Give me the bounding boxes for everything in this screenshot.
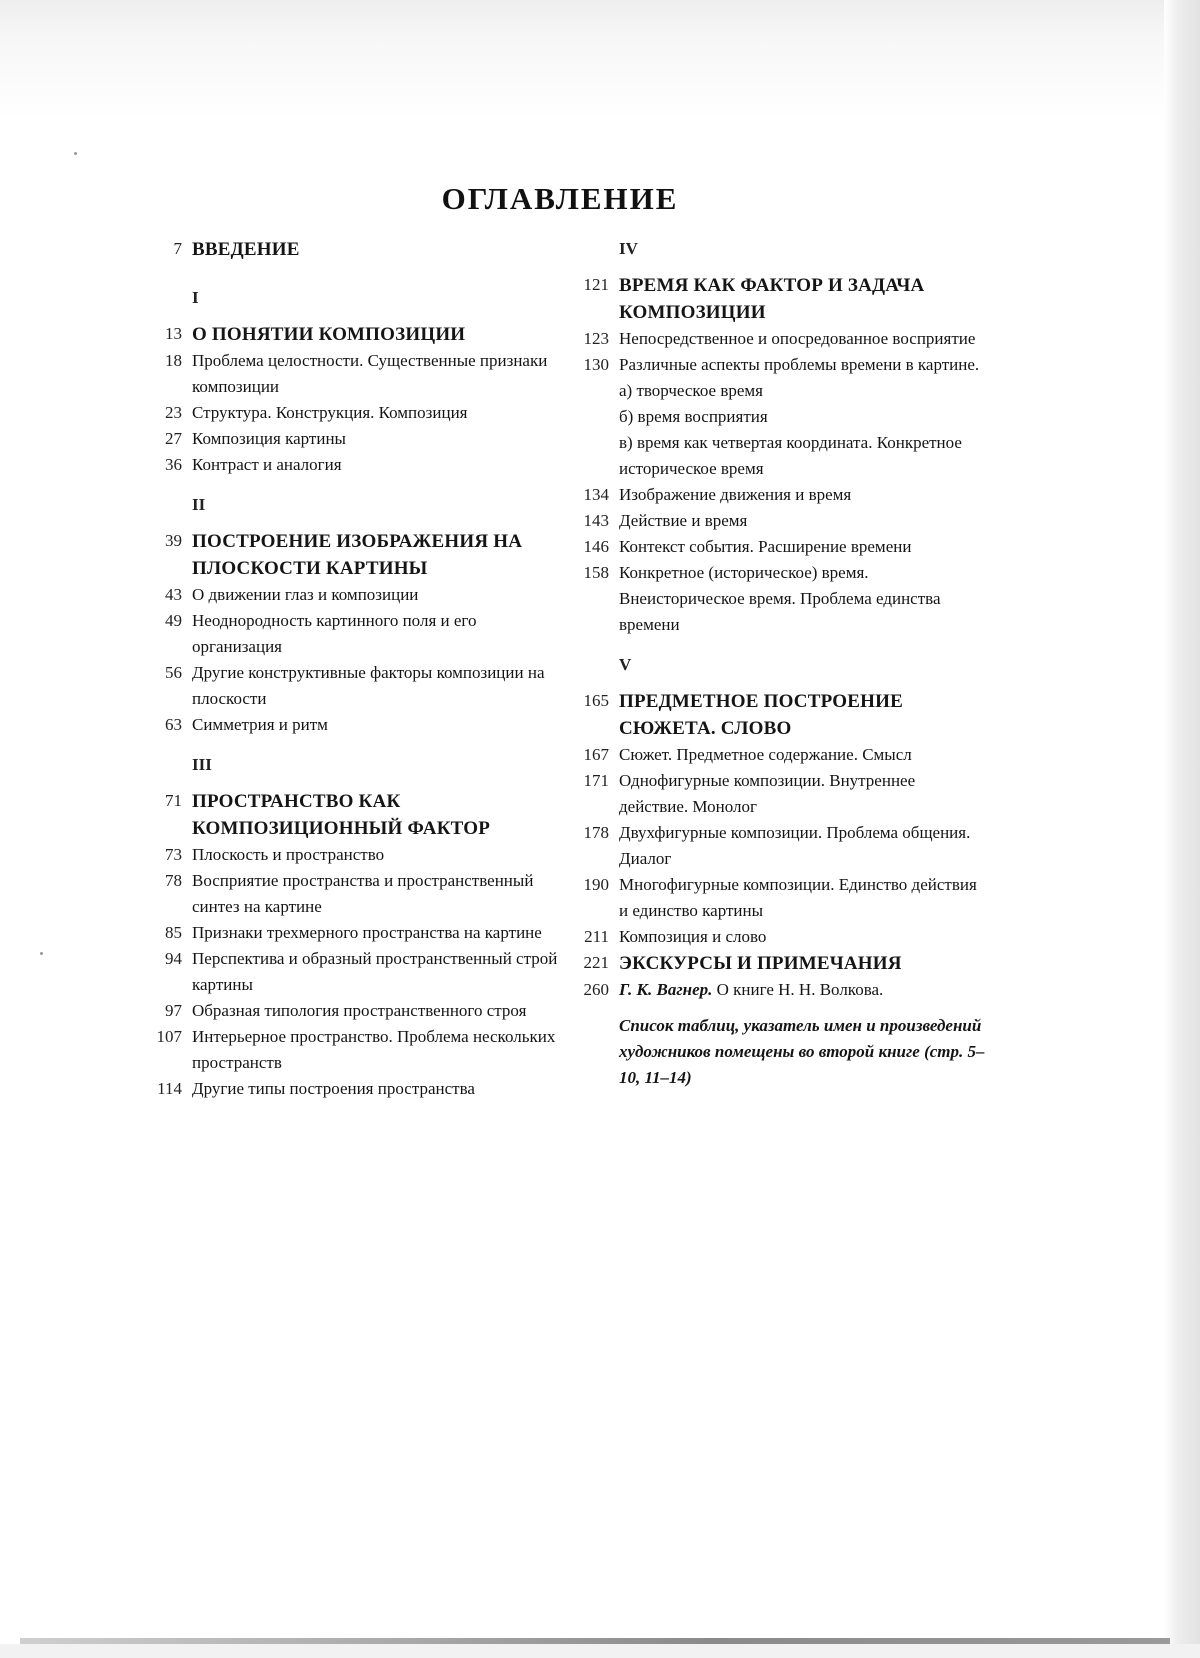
- page-title: ОГЛАВЛЕНИЕ: [0, 181, 1120, 217]
- page-number: 23: [138, 400, 192, 426]
- subsection-title: Неоднородность картинного поля и его организация: [192, 608, 558, 660]
- subsection-title: Композиция картины: [192, 426, 558, 452]
- page-number: 27: [138, 426, 192, 452]
- part-numeral: I: [138, 285, 558, 311]
- toc-entry[interactable]: [565, 768, 985, 820]
- toc-entry[interactable]: [138, 712, 558, 738]
- section-title: ВВЕДЕНИЕ: [192, 236, 558, 263]
- page-number: 18: [138, 348, 192, 374]
- subsection-title: Структура. Конструкция. Композиция: [192, 400, 558, 426]
- editorial-note: Список таблиц, указатель имен и произведений художников помещены во второй книге (стр. 5–10, 11–14): [565, 1013, 985, 1091]
- page-number: 36: [138, 452, 192, 478]
- page-number: 43: [138, 582, 192, 608]
- toc-entry[interactable]: [138, 998, 558, 1024]
- subsection-title: Перспектива и образный пространственный строй картины: [192, 946, 558, 998]
- page-number: 107: [138, 1024, 192, 1050]
- page-edge-shadow: [1164, 0, 1200, 1658]
- toc-subitem[interactable]: а) творческое время: [565, 378, 985, 404]
- section-title: ВРЕМЯ КАК ФАКТОР И ЗАДАЧА КОМПОЗИЦИИ: [619, 272, 985, 326]
- toc-entry[interactable]: [565, 742, 985, 768]
- toc-entry[interactable]: [138, 582, 558, 608]
- part-numeral: IV: [565, 236, 985, 262]
- page-number: 123: [565, 326, 619, 352]
- toc-subitem[interactable]: б) время восприятия: [565, 404, 985, 430]
- subsection-title: Двухфигурные композиции. Проблема общения. Диалог: [619, 820, 985, 872]
- subsection-title: Признаки трехмерного пространства на картине: [192, 920, 558, 946]
- page-number: 134: [565, 482, 619, 508]
- subsection-title: [619, 977, 985, 1003]
- toc-entry[interactable]: [565, 560, 985, 638]
- page-number: 56: [138, 660, 192, 686]
- subsection-title: Конкретное (историческое) время. Внеисторическое время. Проблема единства времени: [619, 560, 985, 638]
- subsection-title: Многофигурные композиции. Единство действия и единство картины: [619, 872, 985, 924]
- subsection-title: Интерьерное пространство. Проблема нескольких пространств: [192, 1024, 558, 1076]
- page-number: 165: [565, 688, 619, 714]
- toc-entry[interactable]: [138, 528, 558, 582]
- page-number: 158: [565, 560, 619, 586]
- toc-entry[interactable]: [565, 534, 985, 560]
- subsection-title: Симметрия и ритм: [192, 712, 558, 738]
- subsection-title: Контраст и аналогия: [192, 452, 558, 478]
- page-number: 63: [138, 712, 192, 738]
- page-bottom-edge-line: [20, 1638, 1170, 1644]
- page-number: 211: [565, 924, 619, 950]
- toc-entry[interactable]: [565, 950, 985, 977]
- subsection-title: Сюжет. Предметное содержание. Смысл: [619, 742, 985, 768]
- toc-entry[interactable]: [138, 236, 558, 263]
- page-number: 121: [565, 272, 619, 298]
- subsection-title: Однофигурные композиции. Внутреннее действие. Монолог: [619, 768, 985, 820]
- section-title: О ПОНЯТИИ КОМПОЗИЦИИ: [192, 321, 558, 348]
- toc-entry[interactable]: [138, 660, 558, 712]
- section-title: ПРЕДМЕТНОЕ ПОСТРОЕНИЕ СЮЖЕТА. СЛОВО: [619, 688, 985, 742]
- page-number: 260: [565, 977, 619, 1003]
- toc-entry[interactable]: [565, 688, 985, 742]
- page-number: 94: [138, 946, 192, 972]
- subsection-title: Изображение движения и время: [619, 482, 985, 508]
- part-numeral: V: [565, 652, 985, 678]
- toc-entry[interactable]: [138, 788, 558, 842]
- toc-entry[interactable]: [565, 924, 985, 950]
- toc-right-column: [565, 236, 985, 1091]
- toc-entry[interactable]: [138, 1076, 558, 1102]
- afterword-title: О книге Н. Н. Волкова.: [717, 980, 884, 999]
- page-number: 73: [138, 842, 192, 868]
- page-number: 97: [138, 998, 192, 1024]
- scan-speck: [74, 152, 77, 155]
- page-number: 85: [138, 920, 192, 946]
- page-number: 190: [565, 872, 619, 898]
- subsection-title: Проблема целостности. Существенные признаки композиции: [192, 348, 558, 400]
- toc-entry[interactable]: [138, 348, 558, 400]
- subsection-title: Различные аспекты проблемы времени в картине.: [619, 352, 985, 378]
- page-number: 143: [565, 508, 619, 534]
- subsection-title: О движении глаз и композиции: [192, 582, 558, 608]
- page-number: 178: [565, 820, 619, 846]
- toc-entry[interactable]: [138, 426, 558, 452]
- subsection-title: Действие и время: [619, 508, 985, 534]
- toc-entry[interactable]: [565, 272, 985, 326]
- page-number: 221: [565, 950, 619, 976]
- toc-entry[interactable]: [138, 1024, 558, 1076]
- page-number: 49: [138, 608, 192, 634]
- page-number: 167: [565, 742, 619, 768]
- subsection-title: Восприятие пространства и пространственный синтез на картине: [192, 868, 558, 920]
- subsection-title: Другие конструктивные факторы композиции на плоскости: [192, 660, 558, 712]
- author-name: Г. К. Вагнер.: [619, 980, 712, 999]
- subsection-title: Композиция и слово: [619, 924, 985, 950]
- page-number: 146: [565, 534, 619, 560]
- section-title: ЭКСКУРСЫ И ПРИМЕЧАНИЯ: [619, 950, 985, 977]
- toc-entry[interactable]: [565, 508, 985, 534]
- part-numeral: III: [138, 752, 558, 778]
- toc-entry[interactable]: [138, 868, 558, 920]
- toc-entry[interactable]: [565, 977, 985, 1003]
- toc-left-column: [138, 236, 558, 1102]
- page-number: 114: [138, 1076, 192, 1102]
- subsection-title: Контекст события. Расширение времени: [619, 534, 985, 560]
- bottom-margin: [0, 1644, 1200, 1658]
- page-number: 130: [565, 352, 619, 378]
- toc-entry[interactable]: [565, 352, 985, 378]
- toc-entry[interactable]: [138, 920, 558, 946]
- section-title: ПРОСТРАНСТВО КАК КОМПОЗИЦИОННЫЙ ФАКТОР: [192, 788, 558, 842]
- page-number: 71: [138, 788, 192, 814]
- page-number: 13: [138, 321, 192, 347]
- toc-entry[interactable]: [565, 326, 985, 352]
- toc-entry[interactable]: [565, 482, 985, 508]
- page-number: 39: [138, 528, 192, 554]
- toc-entry[interactable]: [565, 872, 985, 924]
- part-numeral: II: [138, 492, 558, 518]
- toc-entry[interactable]: [138, 400, 558, 426]
- scan-speck: [40, 952, 43, 955]
- toc-entry[interactable]: [138, 608, 558, 660]
- page-number: 171: [565, 768, 619, 794]
- toc-entry[interactable]: [138, 946, 558, 998]
- section-title: ПОСТРОЕНИЕ ИЗОБРАЖЕНИЯ НА ПЛОСКОСТИ КАРТИНЫ: [192, 528, 558, 582]
- page-number: 7: [138, 236, 192, 262]
- subsection-title: Другие типы построения пространства: [192, 1076, 558, 1102]
- toc-entry[interactable]: [138, 842, 558, 868]
- page-number: 78: [138, 868, 192, 894]
- toc-entry[interactable]: [138, 452, 558, 478]
- toc-entry[interactable]: [138, 321, 558, 348]
- toc-subitem[interactable]: в) время как четвертая координата. Конкретное историческое время: [565, 430, 985, 482]
- subsection-title: Непосредственное и опосредованное восприятие: [619, 326, 985, 352]
- subsection-title: Плоскость и пространство: [192, 842, 558, 868]
- subsection-title: Образная типология пространственного строя: [192, 998, 558, 1024]
- toc-entry[interactable]: [565, 820, 985, 872]
